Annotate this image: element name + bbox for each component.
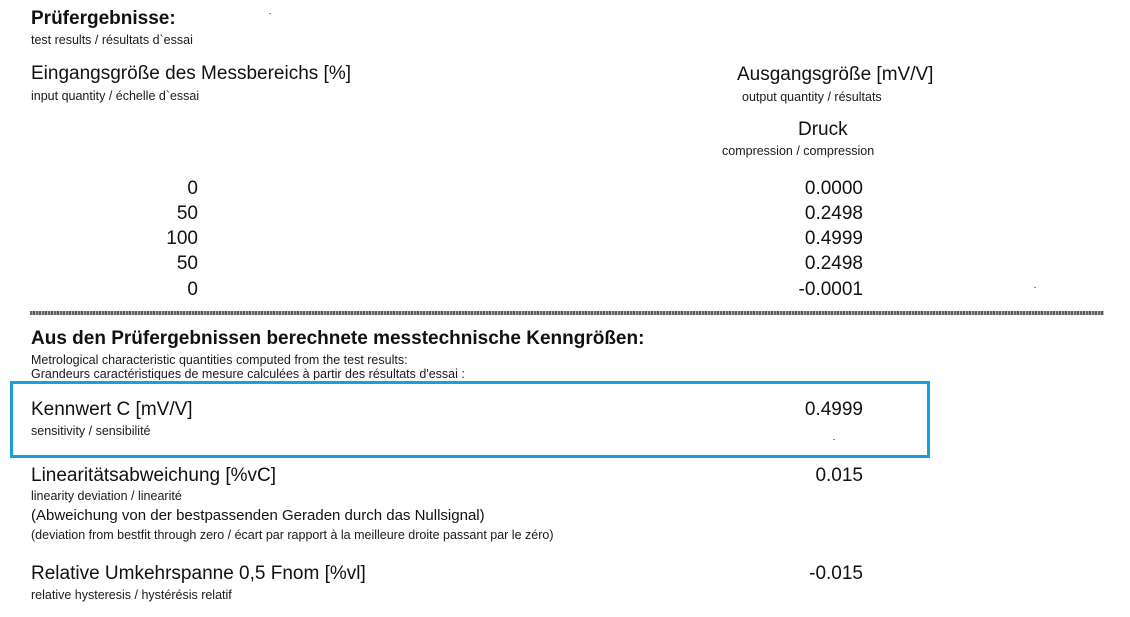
hysteresis-label: Relative Umkehrspanne 0,5 Fnom [%vl] xyxy=(31,563,366,584)
input-value: 50 xyxy=(176,203,198,224)
input-value: 0 xyxy=(187,279,198,300)
compression-subheader: compression / compression xyxy=(722,144,875,158)
input-value: 50 xyxy=(176,253,198,274)
scan-speck xyxy=(269,13,271,14)
hysteresis-sublabel: relative hysteresis / hystérésis relatif xyxy=(31,588,232,602)
hysteresis-value: -0.015 xyxy=(809,563,863,584)
results-subtitle: test results / résultats d`essai xyxy=(31,33,193,47)
input-quantity-subheader: input quantity / échelle d`essai xyxy=(31,89,200,103)
sensitivity-value: 0.4999 xyxy=(804,399,863,420)
output-value: 0.2498 xyxy=(804,203,863,224)
linearity-note-sub: (deviation from bestfit through zero / écart par rapport à la meilleure droite passant par le zéro) xyxy=(31,528,554,542)
scan-speck xyxy=(833,439,835,440)
output-quantity-subheader: output quantity / résultats xyxy=(742,90,882,104)
sensitivity-label: Kennwert C [mV/V] xyxy=(31,399,193,420)
compression-header: Druck xyxy=(798,119,848,140)
characteristics-title: Aus den Prüfergebnissen berechnete messtechnische Kenngrößen: xyxy=(31,328,645,349)
output-value: 0.2498 xyxy=(804,253,863,274)
input-quantity-header: Eingangsgröße des Messbereichs [%] xyxy=(31,63,351,84)
output-value: 0.0000 xyxy=(804,178,863,199)
scan-speck xyxy=(1034,287,1036,288)
input-value: 0 xyxy=(187,178,198,199)
output-quantity-header: Ausgangsgröße [mV/V] xyxy=(737,64,934,85)
linearity-sublabel: linearity deviation / linearité xyxy=(31,489,182,503)
input-value: 100 xyxy=(166,228,198,249)
characteristics-subtitle-en: Metrological characteristic quantities computed from the test results: xyxy=(31,353,408,367)
section-divider xyxy=(30,311,1104,315)
linearity-note: (Abweichung von der bestpassenden Geraden durch das Nullsignal) xyxy=(31,507,485,524)
results-title: Prüfergebnisse: xyxy=(31,8,176,29)
characteristics-subtitle-fr: Grandeurs caractéristiques de mesure calculées à partir des résultats d'essai : xyxy=(31,367,465,380)
sensitivity-sublabel: sensitivity / sensibilité xyxy=(31,424,151,438)
linearity-label: Linearitätsabweichung [%vC] xyxy=(31,465,277,486)
output-value: 0.4999 xyxy=(804,228,863,249)
output-value: -0.0001 xyxy=(798,279,863,300)
linearity-value: 0.015 xyxy=(815,465,863,486)
